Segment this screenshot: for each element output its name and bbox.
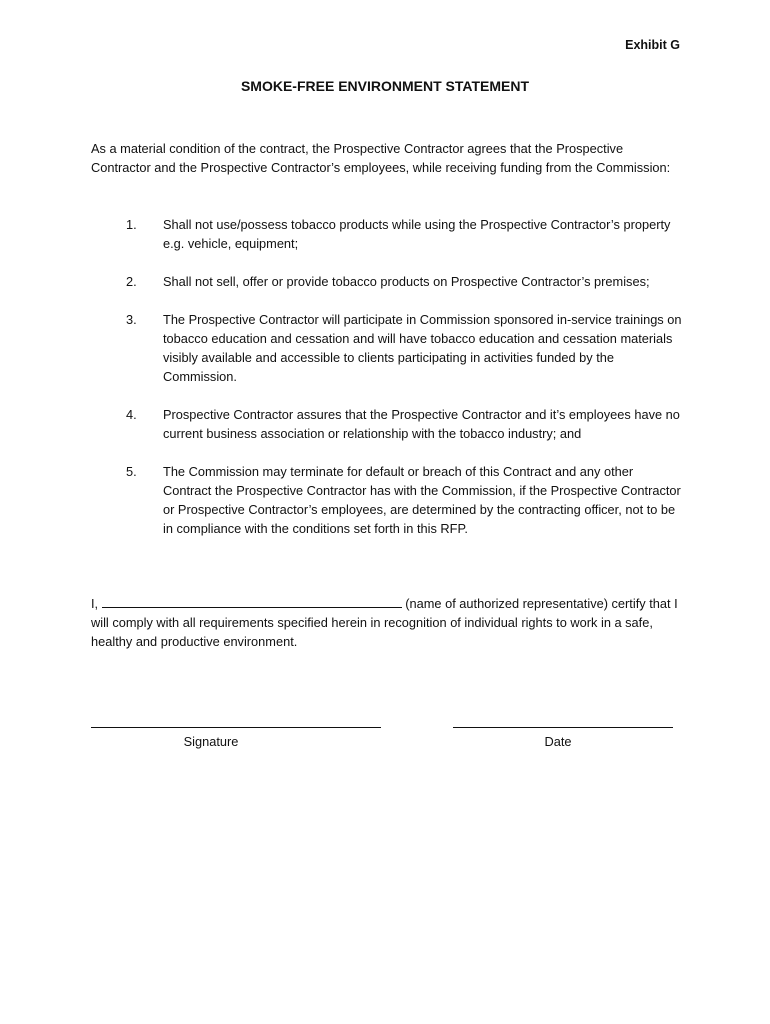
- list-item-text: The Prospective Contractor will participate in Commission sponsored in-service trainings on tobacco education and cessation and will have tobacco education and cessation materials visibly available and accessible to clients participating in activities funded by the Commission.: [163, 312, 682, 384]
- list-item-number: 4.: [126, 407, 137, 422]
- list-item: [91, 215, 691, 253]
- exhibit-label: Exhibit G: [625, 38, 680, 52]
- signature-label: Signature: [183, 734, 239, 749]
- list-item-text: The Commission may terminate for default or breach of this Contract and any other Contract the Prospective Contractor has with the Commission, if the Prospective Contractor or Prospective Contractor’s employees, are determined by the contracting officer, not to be in compliance with the conditions set forth in this RFP.: [163, 464, 681, 536]
- certify-suffix: (name of authorized representative) certify that I will comply with all requirements specified herein in recognition of individual rights to work in a safe, healthy and productive environment.: [91, 596, 678, 649]
- date-label: Date: [544, 734, 572, 749]
- list-item-text: Shall not sell, offer or provide tobacco products on Prospective Contractor’s premises;: [163, 274, 650, 289]
- document-title: SMOKE-FREE ENVIRONMENT STATEMENT: [240, 78, 530, 94]
- representative-name-field[interactable]: [102, 595, 402, 608]
- signature-field[interactable]: [91, 727, 381, 728]
- list-item-number: 5.: [126, 464, 137, 479]
- certify-prefix: I,: [91, 596, 99, 611]
- list-item: [91, 462, 691, 538]
- list-item-text: Prospective Contractor assures that the Prospective Contractor and it’s employees have no current business association or relationship with the tobacco industry; and: [163, 407, 680, 441]
- list-item-number: 1.: [126, 217, 137, 232]
- list-item-number: 3.: [126, 312, 137, 327]
- date-field[interactable]: [453, 727, 673, 728]
- list-item: [91, 405, 691, 443]
- list-item: [91, 310, 691, 386]
- list-item: [91, 272, 691, 291]
- conditions-list: [91, 215, 691, 557]
- list-item-text: Shall not use/possess tobacco products while using the Prospective Contractor’s property e.g. vehicle, equipment;: [163, 217, 671, 251]
- certification-paragraph: [91, 594, 681, 651]
- intro-paragraph: As a material condition of the contract, the Prospective Contractor agrees that the Prospective Contractor and the Prospective Contractor’s employees, while receiving funding from the Commission:: [91, 141, 671, 175]
- list-item-number: 2.: [126, 274, 137, 289]
